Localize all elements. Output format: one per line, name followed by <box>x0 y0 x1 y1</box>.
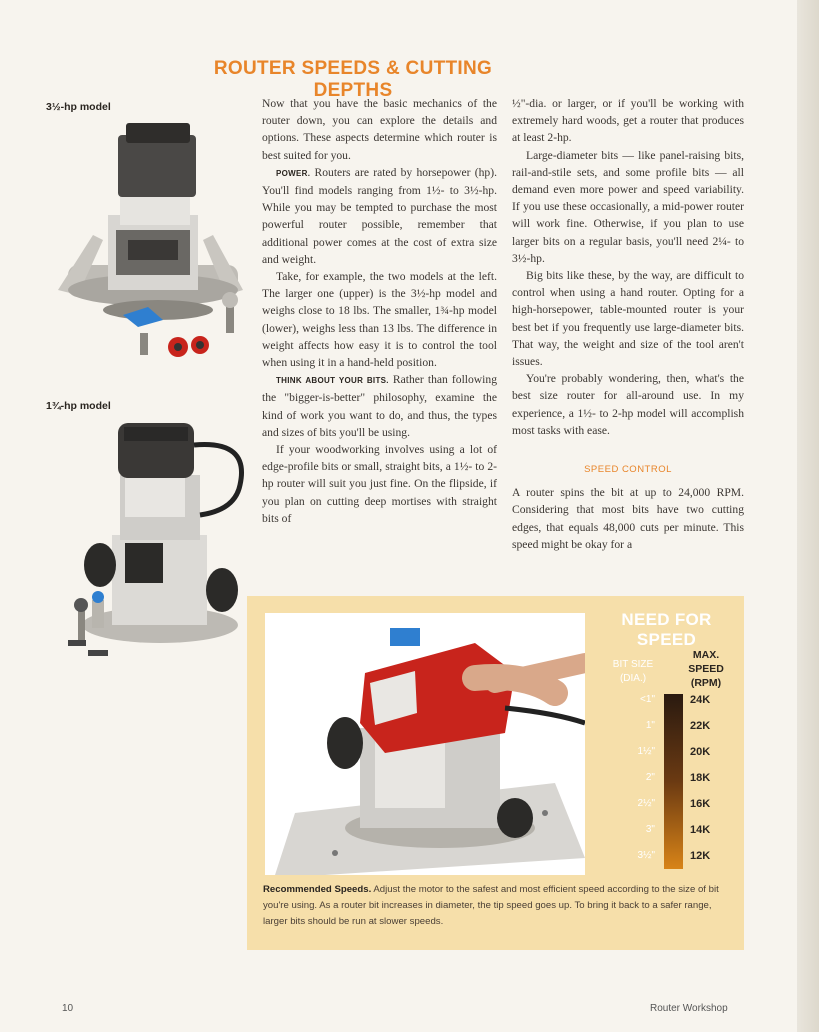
model-label-large: 3½-hp model <box>46 101 111 113</box>
bit-size-7: 3½" <box>637 850 655 861</box>
milwaukee-router-icon <box>265 613 585 875</box>
speed-value-4: 18K <box>690 772 711 784</box>
bit-size-4: 2" <box>645 772 655 783</box>
power-heading: POWER. <box>276 168 311 178</box>
col2-para-3: Big bits like these, by the way, are difficult to control when using a hand router. Opting for a high-horsepower, table-mounted router is your best bet if you frequently use large-diameter bits. That way, the weight and size of the tool aren't issues. <box>512 269 744 369</box>
panel-photo <box>265 613 585 875</box>
max-speed-header-line-2: SPEED <box>688 663 724 675</box>
column-1 <box>262 95 497 527</box>
panel-caption <box>263 882 731 930</box>
bit-size-5: 2½" <box>637 798 655 809</box>
speed-value-3: 20K <box>690 746 711 758</box>
page-edge <box>797 0 819 1032</box>
max-speed-header-line-3: (RPM) <box>690 677 722 689</box>
speed-value-5: 16K <box>690 798 711 810</box>
caption-heading: Recommended Speeds. <box>263 884 372 895</box>
col1-para-1: Now that you have the basic mechanics of the router down, you can explore the details and options. These aspects determine which router is best suited for you. <box>262 97 497 162</box>
bit-size-6: 3" <box>645 824 655 835</box>
col2-para-2: Large-diameter bits — like panel-raising bits, rail-and-stile sets, and some profile bits — all demand even more power and speed variability. If you use these occasionally, a mid-power router will work fine. Otherwise, if you plan to use larger bits on a regular basis, you'll need 2¼- to 3½-hp. <box>512 148 744 265</box>
max-speed-header <box>677 648 735 690</box>
speed-control-heading: SPEED CONTROL <box>584 464 672 476</box>
speed-value-1: 24K <box>690 694 711 706</box>
book-title-footer: Router Workshop <box>650 1003 728 1014</box>
page-number: 10 <box>62 1003 74 1014</box>
col2-para-1: ½"-dia. or larger, or if you'll be working with extremely hard woods, get a router that produces at least 2-hp. <box>512 97 744 145</box>
col2-para-5: A router spins the bit at up to 24,000 RPM. Considering that most bits have two cutting edges, that equals 48,000 cuts per minute. This speed might be okay for a <box>512 486 744 551</box>
col1-para-5: If your woodworking involves using a lot of edge-profile bits or small, straight bits, a 1½- to 2-hp router will suit you just fine. On the flipside, if you plan on cutting deep mortises with straight bits of <box>262 443 497 525</box>
caption-text: Adjust the motor to the safest and most efficient speed according to the size of bit you're using. As a router bit increases in diameter, the tip speed goes up. To bring it back to a safer range, larger bits should be run at slower speeds. <box>263 884 719 927</box>
need-for-speed-panel <box>247 596 744 950</box>
router-large-icon <box>48 115 253 370</box>
speed-value-6: 14K <box>690 824 711 836</box>
speed-value-7: 12K <box>690 850 711 862</box>
bit-size-header-line-1: BIT SIZE <box>612 659 654 670</box>
speed-value-2: 22K <box>690 720 711 732</box>
col1-para-3: Take, for example, the two models at the left. The larger one (upper) is the 3½-hp model and weighs close to 18 lbs. The smaller, 1¾-hp model (lower), weighs less than 13 lbs. The difference in weight affects how easy it is to control the tool when using it in a hand-held position. <box>262 270 497 370</box>
bit-size-1: <1" <box>640 694 655 705</box>
col1-para-4: Rather than following the "bigger-is-better" philosophy, examine the kind of work you want to do, and thus, the types and sizes of bits you'll be using. <box>262 373 497 439</box>
bit-size-header <box>597 658 669 686</box>
bit-size-3: 1½" <box>637 746 655 757</box>
max-speed-header-line-1: MAX. <box>692 649 720 661</box>
bit-size-2: 1" <box>645 720 655 731</box>
bits-heading: THINK ABOUT YOUR BITS. <box>276 376 389 386</box>
router-small-icon <box>50 415 250 673</box>
speed-gradient-bar <box>664 694 683 869</box>
col1-para-2: Routers are rated by horsepower (hp). You'll find models ranging from 1½- to 3½-hp. While you may be tempted to purchase the most powerful router possible, remember that additional power comes at the cost of extra size and weight. <box>262 165 497 266</box>
model-label-small: 1¾-hp model <box>46 400 111 412</box>
col2-para-4: You're probably wondering, then, what's the best size router for all-around use. In my experience, a 1½- to 2-hp model will accomplish most tasks with ease. <box>512 372 744 437</box>
column-2 <box>512 95 744 553</box>
panel-title: NEED FOR SPEED <box>621 610 712 649</box>
bit-size-header-line-2: (DIA.) <box>619 673 647 684</box>
page-title: ROUTER SPEEDS & CUTTING DEPTHS <box>213 58 493 101</box>
